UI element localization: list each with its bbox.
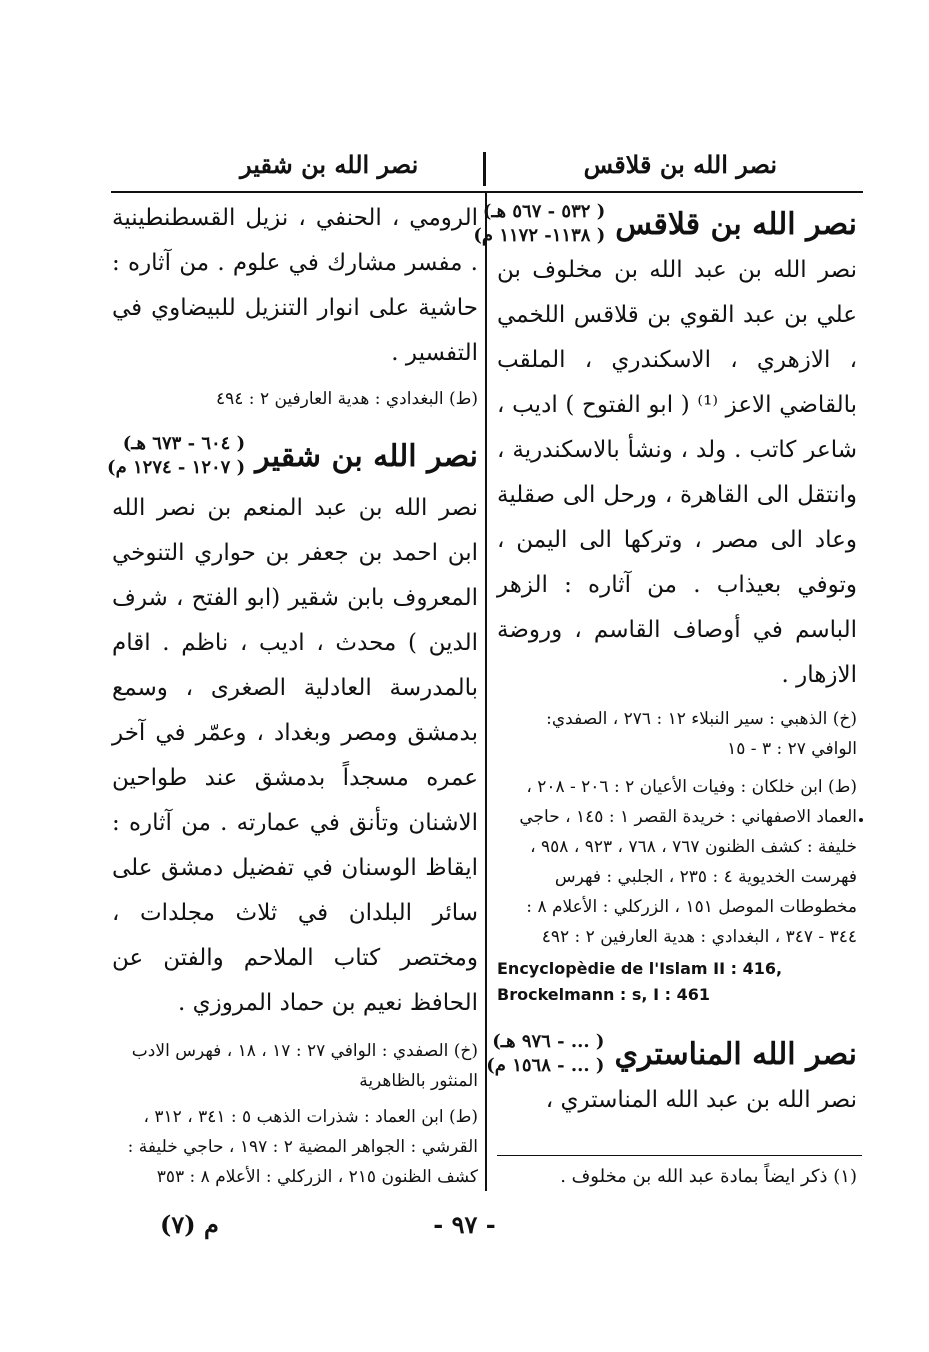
- entry-name: نصر الله بن قلاقس: [615, 206, 857, 242]
- entry-dates: [473, 200, 605, 248]
- dates-gregorian: ( ١٢٠٧ - ١٢٧٤ م): [107, 457, 246, 478]
- printed-sources: (ط) ابن خلكان : وفيات الأعيان ٢ : ٢٠٦ - ٢٠٨ ، العماد الاصفهاني : خريدة القصر ١ : ١٤٥ ، حاجي خليفة : كشف الظنون ٧٦٧ ، ٧٦٨ ، ٩٢٣ ، ٩٥٨ ، فهرست الخديوية ٤ : ٢٣٥ ، الجلبي : فهرس مخطوطات الموصل ١٥١ ، الزركلي : الأعلام ٨ : ٣٤٤ - ٣٤٧ ، البغدادي : هدية العارفين ٢ : ٤٩٢: [519, 777, 857, 947]
- page-number: - ٩٧ -: [433, 1210, 496, 1239]
- manuscript-sources: (خ) الذهبي : سير النبلاء ١٢ : ٢٧٦ ، الصفدي: الوافي ٢٧ : ٣ - ١٥: [546, 709, 857, 759]
- entry-text: نصر الله بن عبد الله المناستري ،: [545, 1087, 857, 1113]
- manuscript-sources: (خ) الصفدي : الوافي ٢٧ : ١٧ ، ١٨ ، فهرس الادب المنثور بالظاهرية: [131, 1041, 478, 1091]
- dates-hijri: ( ٥٣٢ - ٥٦٧ هـ): [482, 201, 606, 222]
- margin-mark: [859, 818, 863, 822]
- entry-heading: [107, 432, 478, 480]
- header-rule: [111, 191, 863, 193]
- header-separator: [483, 152, 486, 186]
- printed-sources: (ط) ابن العماد : شذرات الذهب ٥ : ٣٤١ ، ٣١٢ ، القرشي : الجواهر المضية ٢ : ١٩٧ ، حاجي خليفة : كشف الظنون ٢١٥ ، الزركلي : الأعلام ٨ : ٣٥٣: [127, 1107, 478, 1187]
- running-header-right: نصر الله بن قلاقس: [583, 150, 777, 179]
- footnote: (١) ذكر ايضاً بمادة عبد الله بن مخلوف .: [560, 1166, 857, 1187]
- entry-dates: [107, 432, 245, 480]
- entry-text: نصر الله بن عبد الله بن مخلوف بن علي بن عبد القوي بن قلاقس اللخمي ، الازهري ، الاسكندري ، الملقب بالقاضي الاعز ⁽¹⁾ ( ابو الفتوح ) اديب ، شاعر كاتب . ولد ، ونشأ بالاسكندرية ، وانتقل الى القاهرة ، ورحل الى صقلية وعاد الى مصر ، وتركها الى اليمن ، وتوفي بعيذاب . من آثاره : الزهر الباسم في أوصاف القاسم ، وروضة الازهار .: [497, 257, 857, 688]
- dates-gregorian: ( ١١٣٨- ١١٧٢ م): [473, 225, 606, 246]
- right-column: [473, 196, 857, 1123]
- footnote-rule: [497, 1155, 862, 1156]
- running-header-left: نصر الله بن شقير: [240, 150, 419, 179]
- entry-name: نصر الله المناستري: [614, 1036, 857, 1072]
- entry-dates: [486, 1030, 604, 1078]
- printed-sources: (ط) البغدادي : هدية العارفين ٢ : ٤٩٤: [215, 389, 478, 409]
- dates-hijri: ( ٦٠٤ - ٦٧٣ هـ): [122, 433, 246, 454]
- dates-hijri: ( ... - ٩٧٦ هـ): [492, 1031, 605, 1052]
- entry-text: نصر الله بن عبد المنعم بن نصر الله ابن احمد بن جعفر بن حواري التنوخي المعروف بابن شقير (ابو الفتح ، شرف الدين ) محدث ، اديب ، ناظم . اقام بالمدرسة العادلية الصغرى ، وسمع بدمشق ومصر وبغداد ، وعمّر في آخر عمره مسجداً بدمشق عند طواحين الاشنان وتأنق في عمارته . من آثاره : ايقاظ الوسنان في تفضيل دمشق على سائر البلدان في ثلاث مجلدات ، ومختصر كتاب الملاحم والفتن عن الحافظ نعيم بن حماد المروزي .: [112, 495, 478, 1016]
- signature-mark: م (٧): [160, 1210, 219, 1239]
- left-column: [107, 196, 478, 1192]
- dates-gregorian: ( ... - ١٥٦٨ م): [486, 1055, 605, 1076]
- latin-references: Encyclopèdie de l'Islam II : 416, Brockelmann : s, I : 461: [497, 959, 783, 1004]
- continued-text: الرومي ، الحنفي ، نزيل القسطنطينية . مفسر مشارك في علوم . من آثاره : حاشية على انوار التنزيل للبيضاوي في التفسير .: [112, 205, 478, 366]
- entry-heading: [486, 1030, 857, 1078]
- entry-name: نصر الله بن شقير: [255, 438, 478, 474]
- entry-heading: [473, 200, 857, 248]
